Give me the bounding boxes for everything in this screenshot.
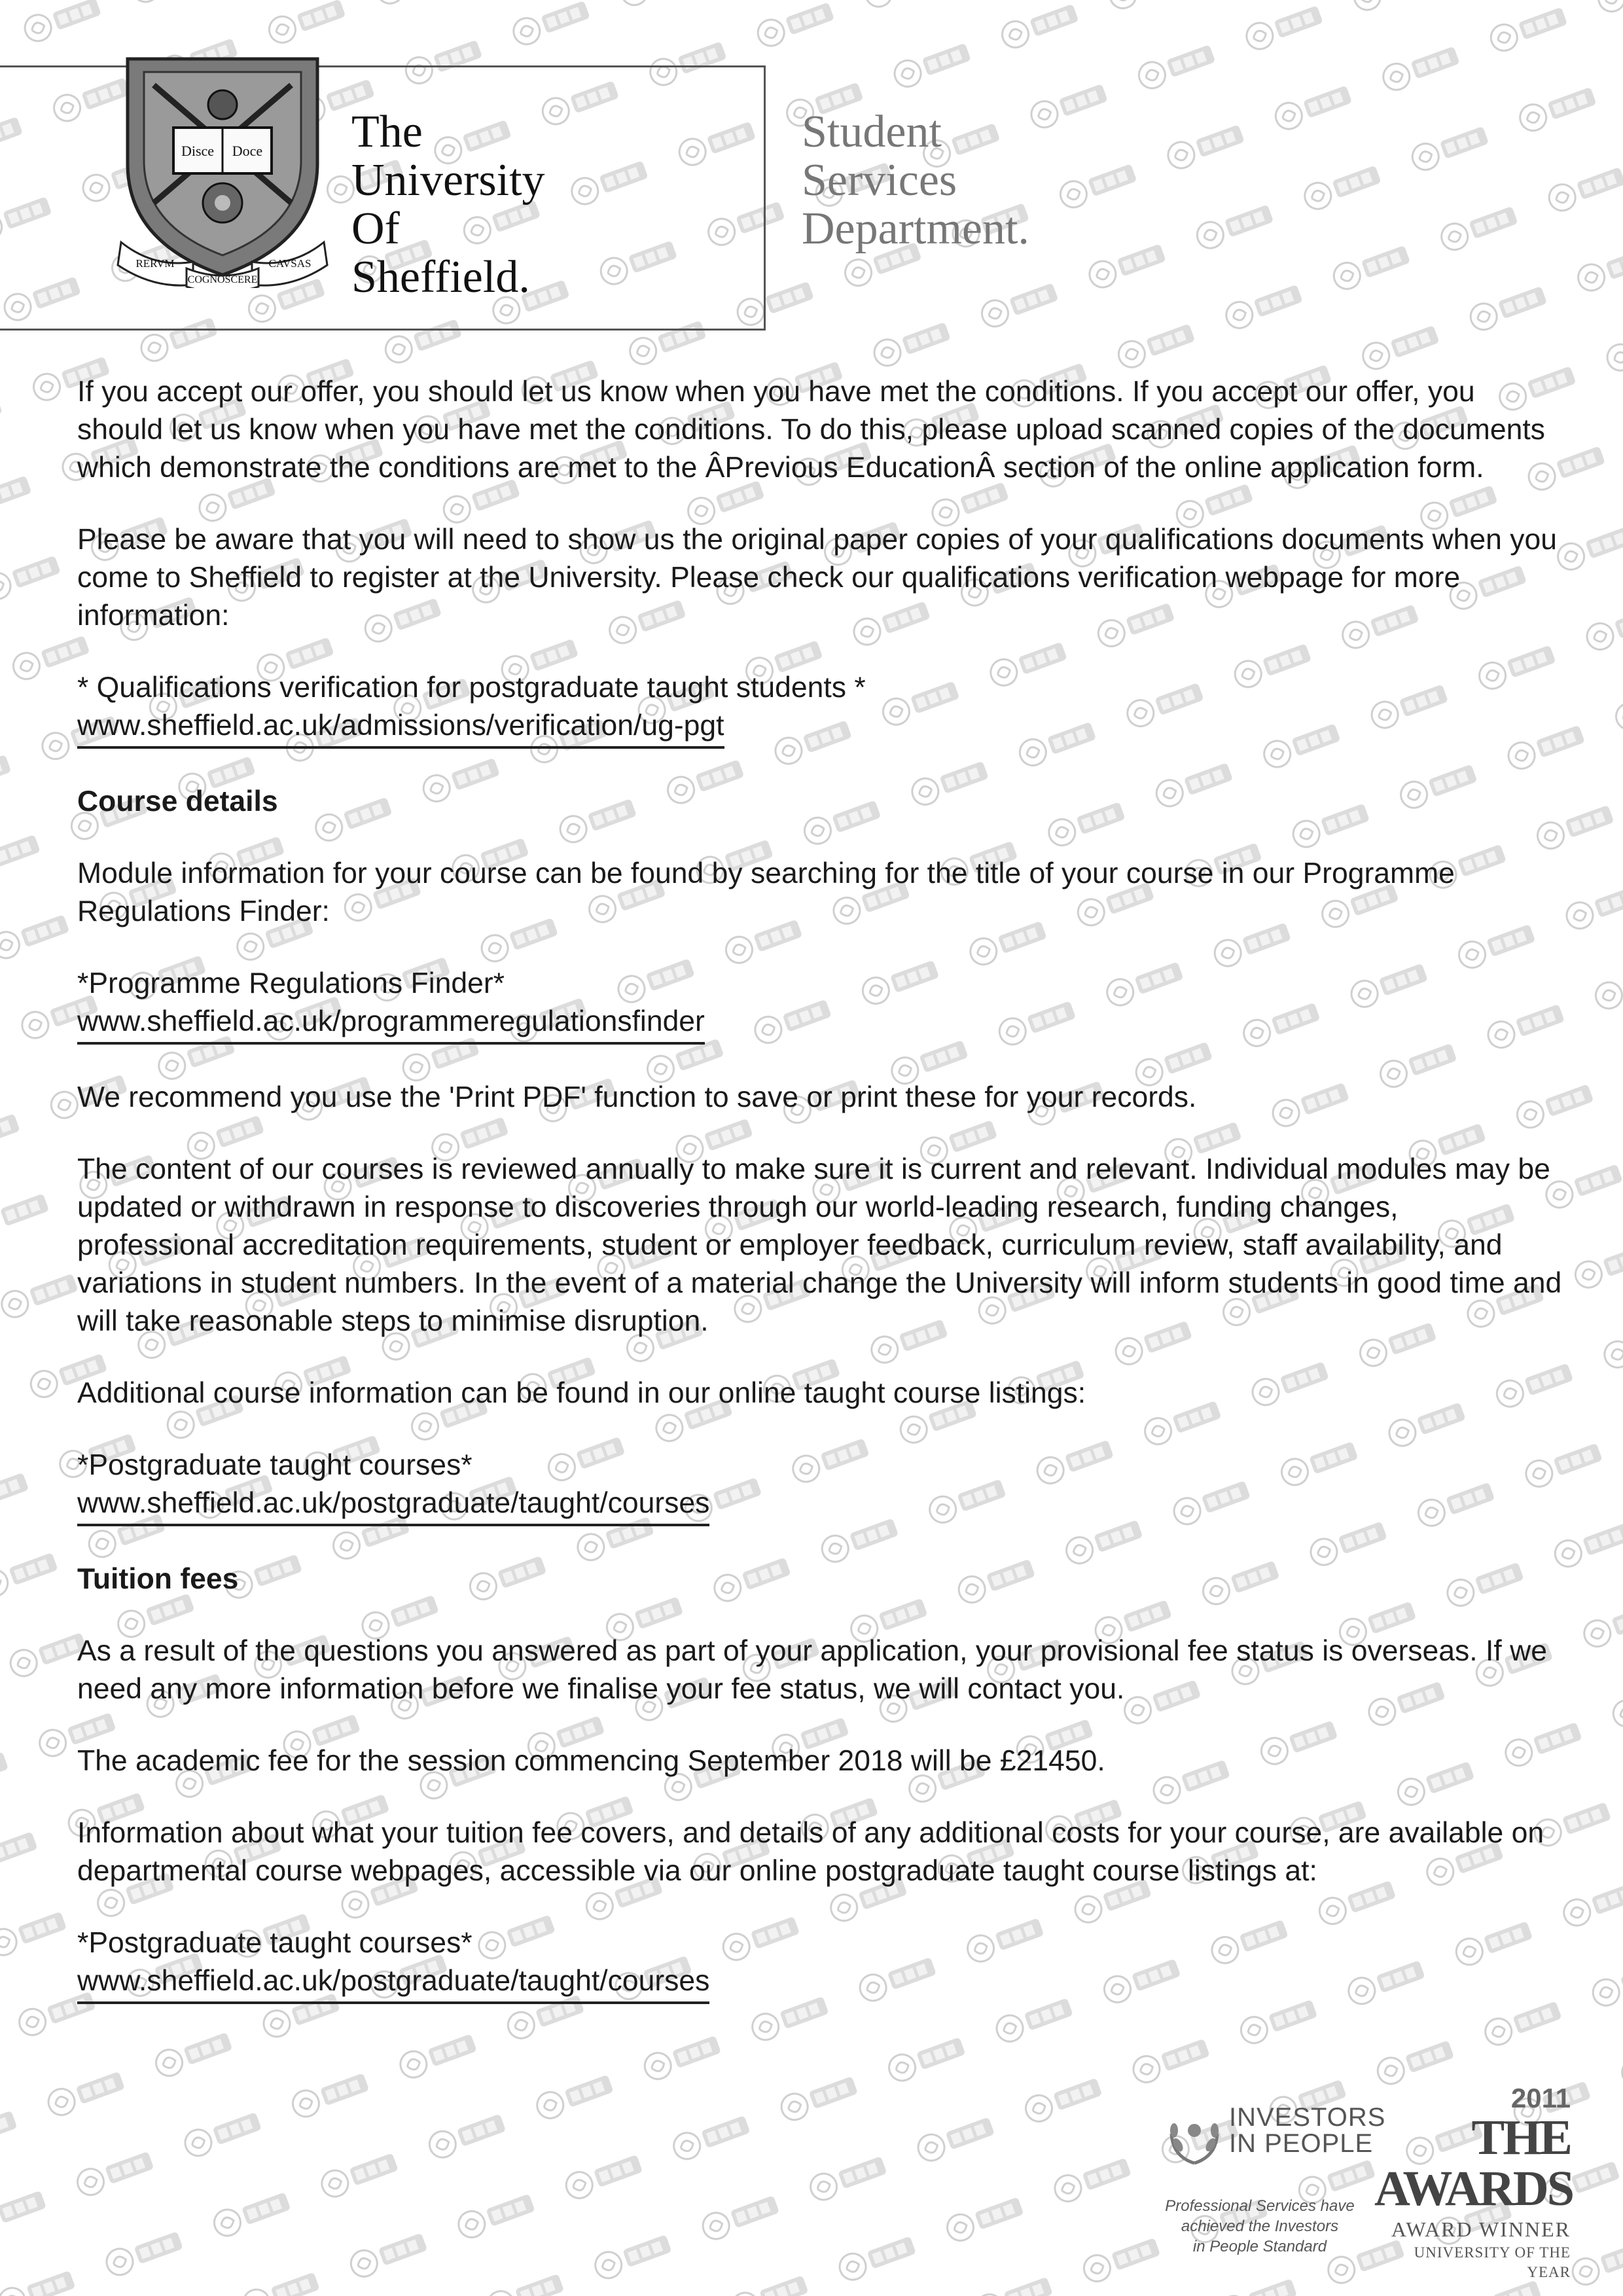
reference-title: *Postgraduate taught courses*: [77, 1927, 473, 1959]
reference-courses: [77, 1446, 1563, 1526]
university-name-line: Sheffield.: [351, 252, 530, 302]
university-name-line: The: [351, 107, 423, 157]
iip-caption-line: in People Standard: [1192, 2238, 1327, 2255]
crest-scroll-right: CAVSAS: [268, 257, 312, 270]
crest-motto-right: Doce: [232, 143, 263, 159]
reference-courses-2: [77, 1924, 1563, 2004]
letter-body: [77, 373, 1563, 2038]
awards-year: 2011: [1510, 2083, 1571, 2113]
reference-regulations: [77, 965, 1563, 1045]
crest-scroll-center: COGNOSCERE: [187, 274, 258, 285]
investors-in-people-logo: [1229, 2104, 1385, 2157]
regulations-finder-link[interactable]: www.sheffield.ac.uk/programmeregulationsfinder: [77, 1003, 705, 1045]
iip-line: INVESTORS: [1229, 2103, 1386, 2132]
paragraph-fee-amount: The academic fee for the session commencing September 2018 will be £21450.: [77, 1745, 1105, 1777]
letterhead: [0, 0, 1623, 340]
crest-motto-left: Disce: [181, 143, 215, 159]
crest-scroll-left: RERVM: [135, 257, 175, 270]
the-awards-logo: [1374, 2085, 1571, 2282]
reference-title: * Qualifications verification for postgraduate taught students *: [77, 672, 866, 704]
iip-caption-line: Professional Services have: [1165, 2197, 1355, 2215]
reference-title: *Programme Regulations Finder*: [77, 967, 505, 999]
university-name-line: Of: [351, 204, 400, 254]
paragraph-original-documents: Please be aware that you will need to show us the original paper copies of your qualifications documents when you come to Sheffield to register at the University. Please check our qualifications verification webpage for more information:: [77, 524, 1557, 632]
university-name: [351, 108, 545, 302]
paragraph-conditions: If you accept our offer, you should let us know when you have met the conditions. If you accept our offer, you should let us know when you have met the conditions. To do this, please upload scanned copies of the documents which demonstrate the conditions are met to the ÂPrevious EducationÂ section of the online application form.: [77, 376, 1545, 484]
awards-category: UNIVERSITY OF THE YEAR: [1414, 2244, 1571, 2280]
paragraph-fee-info: Information about what your tuition fee covers, and details of any additional costs for your course, are available on departmental course webpages, accessible via our online postgraduate taught course listings at:: [77, 1817, 1544, 1887]
heading-course-details: Course details: [77, 785, 278, 817]
awards-subtitle: AWARD WINNER: [1391, 2217, 1571, 2241]
university-name-line: University: [351, 155, 545, 206]
reference-title: *Postgraduate taught courses*: [77, 1449, 473, 1481]
reference-verification: [77, 669, 1563, 749]
department-name-line: Services: [802, 155, 957, 206]
heading-tuition-fees: Tuition fees: [77, 1563, 239, 1595]
paragraph-additional-info: Additional course information can be found in our online taught course listings:: [77, 1377, 1086, 1409]
taught-courses-link-2[interactable]: www.sheffield.ac.uk/postgraduate/taught/courses: [77, 1962, 709, 2004]
paragraph-module-info: Module information for your course can be found by searching for the title of your course in our Programme Regulations Finder:: [77, 857, 1455, 927]
iip-caption: [1152, 2196, 1368, 2257]
iip-line: IN PEOPLE: [1229, 2129, 1374, 2158]
department-name: [802, 108, 1029, 253]
university-crest-icon: [115, 46, 330, 288]
paragraph-course-review: The content of our courses is reviewed annually to make sure it is current and relevant. Individual modules may be updated or withdrawn in response to discoveries through our world-leading research, funding changes, professional accreditation requirements, student or employer feedback, curriculum review, staff availability, and variations in student numbers. In the event of a material change the University will inform students in good time and will take reasonable steps to minimise disruption.: [77, 1153, 1562, 1337]
iip-caption-line: achieved the Investors: [1181, 2217, 1339, 2235]
awards-title: THE AWARDS: [1374, 2110, 1573, 2216]
footer-accreditation-logos: [1152, 2085, 1571, 2281]
investors-in-people-laurel-icon: [1165, 2111, 1224, 2170]
paragraph-print-pdf: We recommend you use the 'Print PDF' function to save or print these for your records.: [77, 1081, 1197, 1113]
verification-link[interactable]: www.sheffield.ac.uk/admissions/verification/ug-pgt: [77, 707, 724, 749]
paragraph-fee-status: As a result of the questions you answered as part of your application, your provisional fee status is overseas. If we need any more information before we finalise your fee status, we will contact you.: [77, 1635, 1547, 1705]
taught-courses-link[interactable]: www.sheffield.ac.uk/postgraduate/taught/courses: [77, 1484, 709, 1526]
department-name-line: Department.: [802, 204, 1029, 254]
department-name-line: Student: [802, 107, 942, 157]
